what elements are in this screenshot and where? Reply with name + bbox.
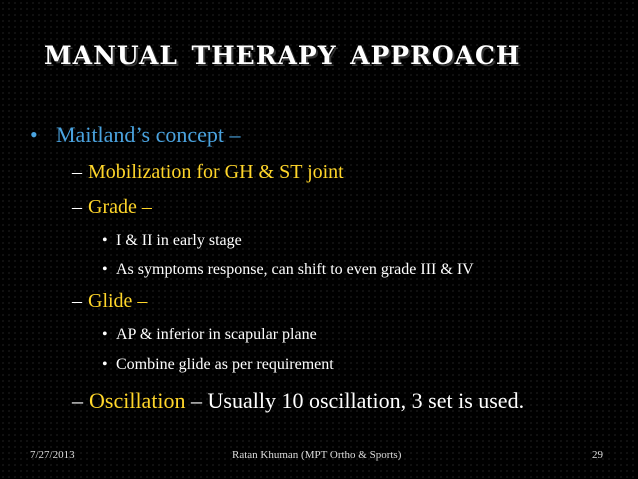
item-glide-text: Glide – (88, 290, 148, 312)
grade-point-1-text: I & II in early stage (116, 232, 242, 249)
item-mobilization-text: Mobilization for GH & ST joint (88, 161, 344, 183)
dash-icon: – (72, 161, 82, 183)
footer-author: Ratan Khuman (MPT Ortho & Sports) (232, 449, 402, 461)
bullet-icon: • (102, 261, 108, 278)
bullet-icon: • (102, 232, 108, 249)
dash-icon: – (72, 196, 82, 218)
glide-point-2-text: Combine glide as per requirement (116, 356, 334, 373)
item-oscillation-text: – Usually 10 oscillation, 3 set is used. (185, 388, 525, 413)
item-oscillation (72, 390, 524, 412)
dash-icon: – (72, 290, 82, 312)
glide-point-1-text: AP & inferior in scapular plane (116, 326, 317, 343)
bullet-icon: • (30, 122, 38, 147)
bullet-maitland (30, 124, 241, 146)
footer-date: 7/27/2013 (30, 449, 75, 461)
dash-icon: – (72, 388, 83, 413)
bullet-icon: • (102, 326, 108, 343)
item-grade-text: Grade – (88, 196, 152, 218)
grade-point-1 (102, 233, 242, 249)
item-grade (72, 197, 152, 217)
grade-point-2 (102, 262, 474, 278)
bullet-icon: • (102, 356, 108, 373)
footer-page-number: 29 (592, 449, 603, 461)
grade-point-2-text: As symptoms response, can shift to even grade III & IV (116, 261, 474, 278)
item-mobilization (72, 162, 344, 182)
item-glide (72, 291, 147, 311)
glide-point-2 (102, 357, 334, 373)
item-oscillation-label: Oscillation (89, 388, 186, 413)
slide-title: manual therapy approach (44, 31, 521, 73)
glide-point-1 (102, 327, 317, 343)
bullet-maitland-text: Maitland’s concept – (56, 122, 241, 147)
